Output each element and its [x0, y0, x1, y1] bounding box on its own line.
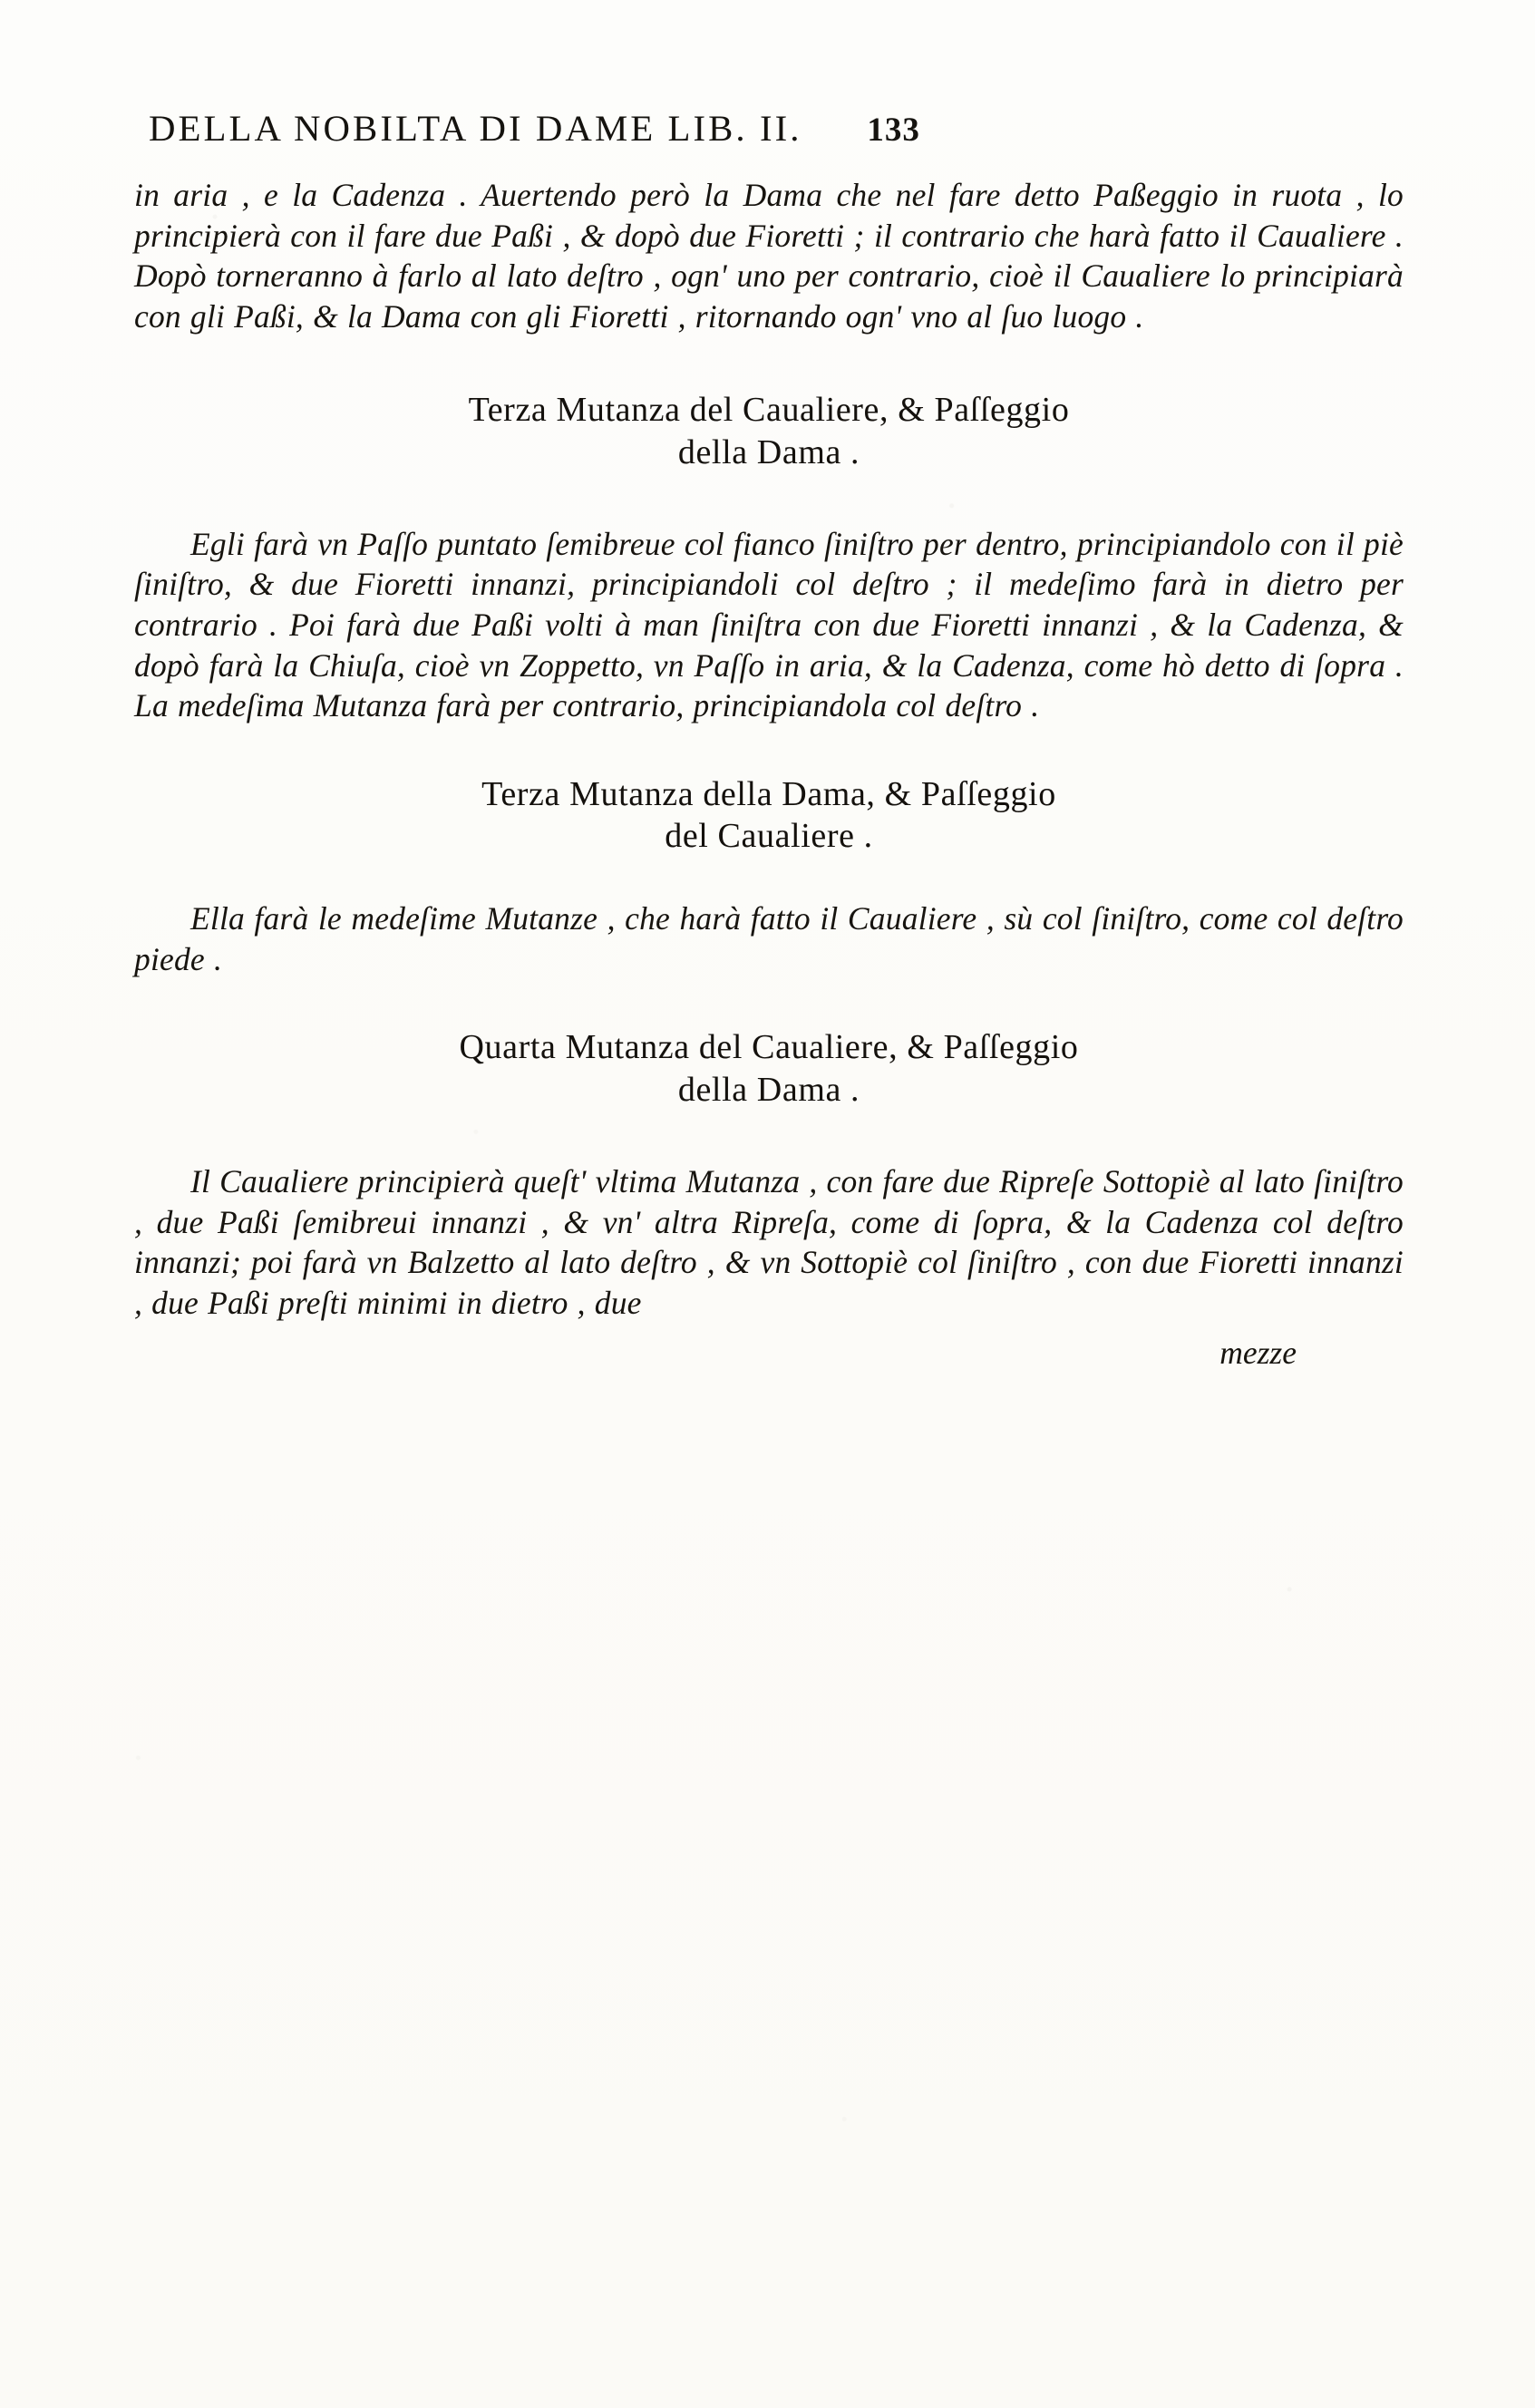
paragraph-text: Egli farà vn Paſſo puntato ſemibreue col fianco ſiniſtro per dentro, principiandolo con il piè ſiniſtro, & due Fioretti innanzi, principiandoli col deſtro ; il medeſimo farà in dietro per contrario . Poi farà due Paßi volti à man ſiniſtra con due Fioretti innanzi , & la Cadenza, & dopò farà la Chiuſa, cioè vn Zoppetto, vn Paſſo in aria, & la Cadenza, come hò detto di ſopra . La medeſima Mutanza farà per contrario, principiandola col deſtro .: [134, 525, 1404, 724]
heading-line-1: Quarta Mutanza del Caualiere, & Paſſeggio: [459, 1028, 1079, 1067]
paragraph-text: Il Caualiere principierà queſt' vltima Mutanza , con fare due Ripreſe Sottopiè al lato ſiniſtro , due Paßi ſemibreui innanzi , & vn' altra Ripreſa, come di ſopra, & la Cadenza col deſtro innanzi; poi farà vn Balzetto al lato deſtro , & vn Sottopiè col ſiniſtro , con due Fioretti innanzi , due Paßi preſti minimi in dietro , due: [134, 1163, 1404, 1321]
spacer: [134, 336, 1404, 389]
heading-line-2: della Dama .: [677, 432, 860, 471]
paragraph-terza-mutanza-caualiere: [134, 524, 1404, 726]
page-content: [134, 107, 1404, 1372]
spacer: [134, 857, 1404, 898]
heading-quarta-mutanza-caualiere: [134, 1026, 1404, 1111]
spacer: [134, 473, 1404, 524]
heading-line-2: del Caualiere .: [665, 817, 873, 855]
heading-line-1: Terza Mutanza del Caualiere, & Paſſeggio: [468, 391, 1070, 430]
running-head: DELLA NOBILTA DI DAME LIB. II.: [149, 108, 802, 149]
heading-line-2: della Dama .: [677, 1070, 860, 1109]
paragraph-text: Ella farà le medeſime Mutanze , che harà fatto il Caualiere , sù col ſiniſtro, come col deſtro piede .: [134, 900, 1404, 977]
heading-terza-mutanza-caualiere: [134, 389, 1404, 473]
heading-terza-mutanza-dama: [134, 773, 1404, 858]
paragraph-quarta-mutanza-caualiere: [134, 1161, 1404, 1323]
spacer: [134, 726, 1404, 773]
intro-paragraph: in aria , e la Cadenza . Auertendo però la Dama che nel fare detto Paßeggio in ruota , lo principierà con il fare due Paßi , & dopò due Fioretti ; il contrario che harà fatto il Caualiere . Dopò torneranno à farlo al lato deſtro , ogn' uno per contrario, cioè il Caualiere lo principiarà con gli Paßi, & la Dama con gli Fioretti , ritornando ogn' vno al ſuo luogo .: [134, 177, 1404, 335]
page-header: [149, 107, 1404, 150]
page-number: 133: [867, 112, 920, 149]
heading-line-1: Terza Mutanza della Dama, & Paſſeggio: [481, 774, 1056, 813]
catchword: mezze: [1219, 1335, 1297, 1372]
paragraph-terza-mutanza-dama: [134, 898, 1404, 979]
spacer: [134, 979, 1404, 1026]
spacer: [134, 1111, 1404, 1161]
